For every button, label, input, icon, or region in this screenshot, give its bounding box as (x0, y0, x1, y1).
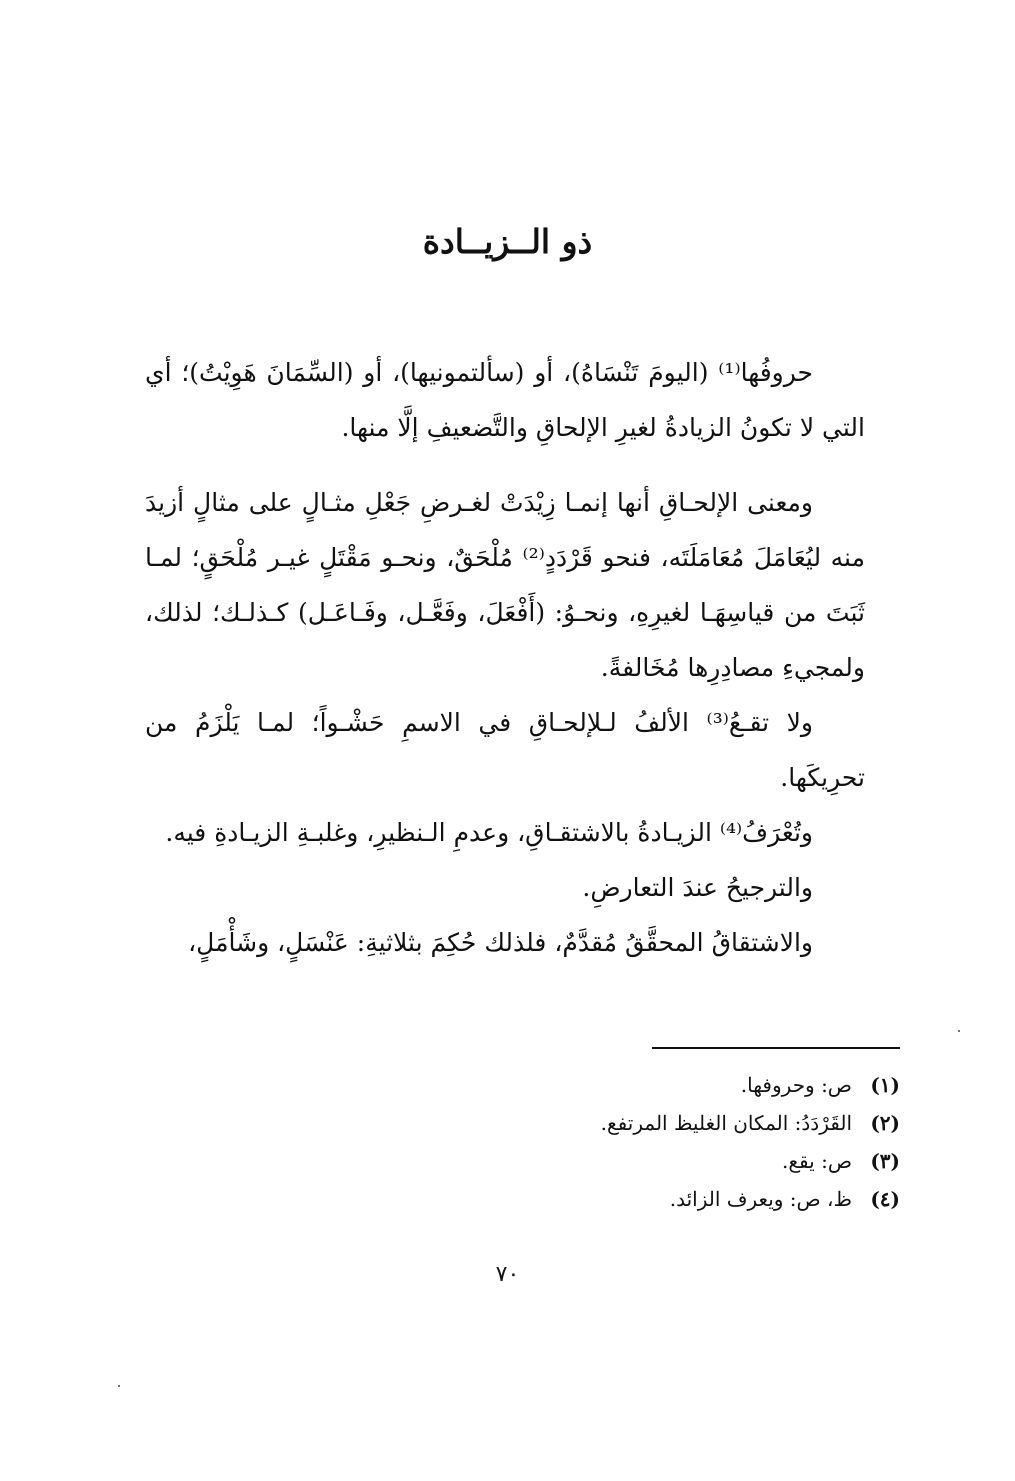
paragraph-5: والترجيحُ عندَ التعارضِ. (582, 873, 813, 902)
footnote-2 (380, 1104, 900, 1142)
footnote-number: (٢) (870, 1111, 900, 1135)
footnote-number: (١) (870, 1073, 900, 1097)
scan-speck (118, 1385, 120, 1387)
paragraph-6: والاشتقاقُ المحقَّقُ مُقدَّمٌ، فلذلك حُكِمَ بثلاثيةِ: عَنْسَلٍ، وشَأْمَلٍ، (188, 928, 813, 957)
paragraph-2: ومعنى الإلحـاقِ أنها إنمـا زِيْدَتْ لغـرضِ جَعْلِ مثـالٍ على مثالٍ أزيدَ منه ليُعَامَلَ مُعَامَلَتَه، فنحو قَرْدَدٍ⁽²⁾ مُلْحَقٌ، ونحـو مَقْتَلٍ غيـر مُلْحَقٍ؛ لمـا ثَبَتَ من قياسِهَـا لغيرِهِ، ونحـوُ: (أَفْعَلَ، وفَعَّـل، وفَـاعَـل) كـذلـك؛ لذلك، ولمجيءِ مصادِرِها مُخَالفةً. (145, 488, 865, 682)
footnote-text: القَرْدَدُ: المكان الغليظ المرتفع. (600, 1111, 852, 1135)
footnote-1 (380, 1066, 900, 1104)
section-title: ذو الــزيــادة (422, 222, 593, 261)
footnotes (380, 1066, 900, 1218)
footnote-text: ظ، ص: ويعرف الزائد. (669, 1187, 852, 1211)
paragraph-3: ولا تقـعُ⁽³⁾ الألفُ لـلإلحـاقِ في الاسمِ حَشْـواً؛ لمـا يَلْزَمُ من تحرِيكَها. (145, 708, 865, 792)
footnote-separator (652, 1047, 900, 1049)
footnote-4 (380, 1180, 900, 1218)
footnote-text: ص: يقع. (782, 1149, 852, 1173)
footnote-number: (٣) (870, 1149, 900, 1173)
page-number: ٧٠ (495, 1262, 520, 1287)
footnote-3 (380, 1142, 900, 1180)
paragraph-4: وتُعْرَفُ⁽⁴⁾ الزيـادةُ بالاشتقـاقِ، وعدمِ الـنظيرِ، وغلبـةِ الزيـادةِ فيه. (165, 818, 813, 847)
scan-speck (958, 1030, 960, 1032)
main-text (145, 345, 865, 970)
footnote-text: ص: وحروفها. (740, 1073, 852, 1097)
footnote-number: (٤) (870, 1187, 900, 1211)
paragraph-1: حروفُها⁽¹⁾ (اليومَ تَنْسَاهُ)، أو (سألتمونيها)، أو (السِّمَانَ هَوِيْتُ)؛ أي التي لا تكونُ الزيادةُ لغيرِ الإلحاقِ والتَّضعيفِ إلَّا منها. (145, 358, 865, 442)
